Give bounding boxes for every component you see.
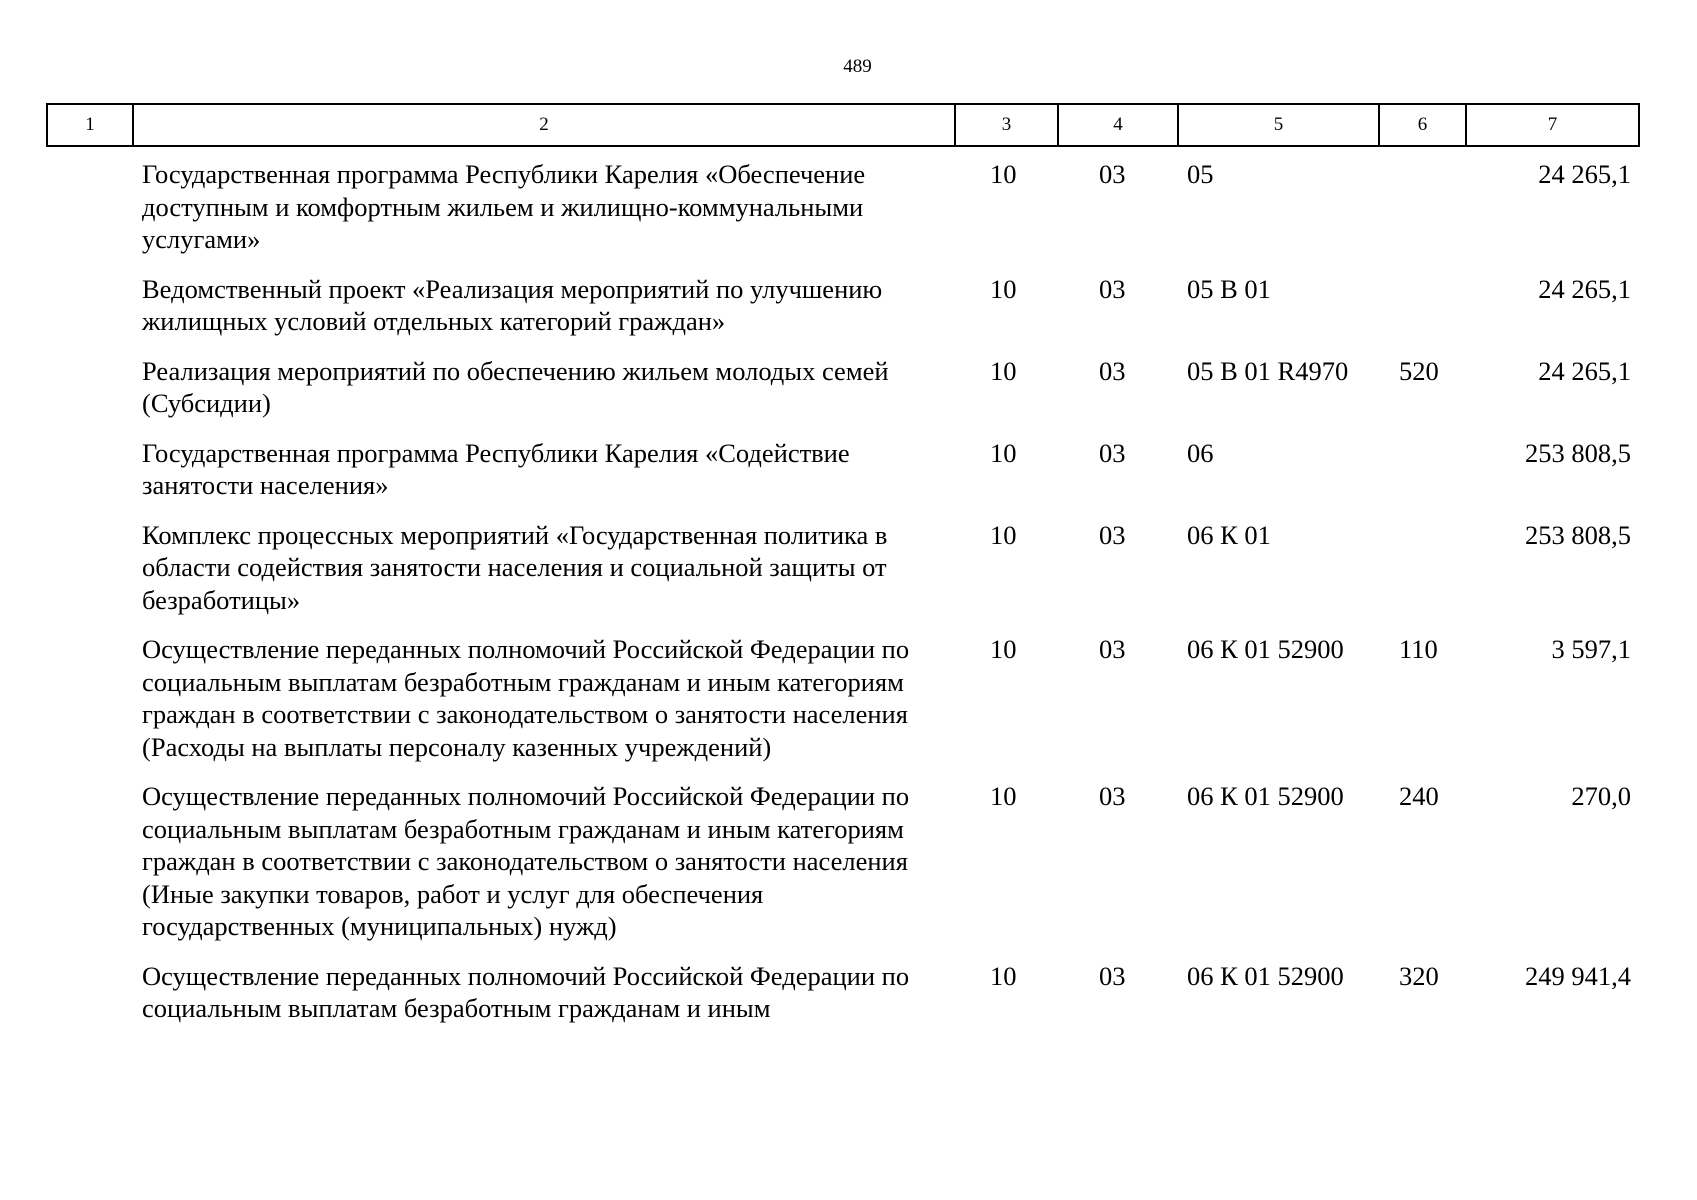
row-index-cell (47, 780, 133, 960)
amount: 24 265,1 (1538, 273, 1631, 304)
col-header-6: 6 (1379, 104, 1466, 146)
amount: 24 265,1 (1538, 355, 1631, 386)
table-row (47, 146, 1639, 273)
budget-table (46, 103, 1640, 1042)
table-row (47, 519, 1639, 634)
subsection-code: 03 (1099, 355, 1126, 386)
expense-type-code: 320 (1399, 960, 1439, 991)
col-header-5: 5 (1178, 104, 1379, 146)
row-index-cell (47, 437, 133, 519)
expense-name: Государственная программа Республики Карелия «Обеспечение доступным и комфортным жильем и жилищно-коммунальными услугами» (142, 159, 866, 254)
expense-name: Комплекс процессных мероприятий «Государственная политика в области содействия занятости населения и социальной защиты от безработицы» (142, 519, 888, 615)
page-number: 489 (843, 56, 872, 77)
row-index-cell (47, 273, 133, 355)
expense-type-code: 110 (1399, 634, 1438, 664)
expense-type-code: 520 (1399, 355, 1439, 386)
target-article-code: 06 (1187, 437, 1214, 468)
col-header-4: 4 (1058, 104, 1178, 146)
table-row (47, 355, 1639, 437)
section-code: 10 (990, 437, 1017, 468)
table-row (47, 273, 1639, 355)
expense-type-code (1379, 146, 1466, 273)
amount: 3 597,1 (1551, 634, 1631, 664)
row-index-cell (47, 633, 133, 780)
section-code: 10 (990, 781, 1017, 811)
target-article-code: 06 К 01 (1187, 519, 1271, 550)
col-header-7: 7 (1466, 104, 1639, 146)
expense-name: Ведомственный проект «Реализация мероприятий по улучшению жилищных условий отдельных категорий граждан» (142, 273, 883, 336)
subsection-code: 03 (1099, 437, 1126, 468)
section-code: 10 (990, 355, 1017, 386)
subsection-code: 03 (1099, 960, 1126, 991)
target-article-code: 05 В 01 (1187, 273, 1271, 304)
expense-name: Осуществление переданных полномочий Российской Федерации по социальным выплатам безработным гражданам и иным категориям граждан в соответствии с законодательством о занятости населения (Иные закупки товаров, работ и услуг для обеспечения государственных (муниципальных) нужд) (142, 781, 910, 941)
expense-name: Осуществление переданных полномочий Российской Федерации по социальным выплатам безработным гражданам и иным (142, 960, 910, 1023)
target-article-code: 06 К 01 52900 (1187, 634, 1344, 664)
row-index-cell (47, 960, 133, 1042)
row-index-cell (47, 355, 133, 437)
col-header-1: 1 (47, 104, 133, 146)
subsection-code: 03 (1099, 159, 1126, 189)
section-code: 10 (990, 634, 1017, 664)
col-header-2: 2 (133, 104, 955, 146)
expense-type-code: 240 (1399, 781, 1439, 811)
expense-type-code (1379, 437, 1466, 519)
section-code: 10 (990, 960, 1017, 991)
subsection-code: 03 (1099, 273, 1126, 304)
expense-name: Осуществление переданных полномочий Российской Федерации по социальным выплатам безработным гражданам и иным категориям граждан в соответствии с законодательством о занятости населения (Расходы на выплаты персоналу казенных учреждений) (142, 634, 910, 762)
target-article-code: 05 (1187, 159, 1214, 189)
section-code: 10 (990, 273, 1017, 304)
target-article-code: 06 К 01 52900 (1187, 781, 1344, 811)
table-row (47, 780, 1639, 960)
amount: 249 941,4 (1525, 960, 1631, 991)
expense-name: Государственная программа Республики Карелия «Содействие занятости населения» (142, 437, 850, 500)
row-index-cell (47, 519, 133, 634)
row-index-cell (47, 146, 133, 273)
target-article-code: 06 К 01 52900 (1187, 960, 1344, 991)
subsection-code: 03 (1099, 634, 1126, 664)
target-article-code: 05 В 01 R4970 (1187, 355, 1349, 386)
expense-type-code (1379, 273, 1466, 355)
table-row (47, 633, 1639, 780)
section-code: 10 (990, 519, 1017, 550)
column-number-header (47, 104, 1639, 146)
expense-type-code (1379, 519, 1466, 634)
amount: 253 808,5 (1525, 519, 1631, 550)
section-code: 10 (990, 159, 1017, 189)
table-row (47, 437, 1639, 519)
subsection-code: 03 (1099, 519, 1126, 550)
subsection-code: 03 (1099, 781, 1126, 811)
expense-name: Реализация мероприятий по обеспечению жильем молодых семей (Субсидии) (142, 355, 889, 418)
table-row (47, 960, 1639, 1042)
amount: 270,0 (1571, 781, 1631, 811)
amount: 253 808,5 (1525, 437, 1631, 468)
col-header-3: 3 (955, 104, 1058, 146)
amount: 24 265,1 (1538, 159, 1631, 189)
